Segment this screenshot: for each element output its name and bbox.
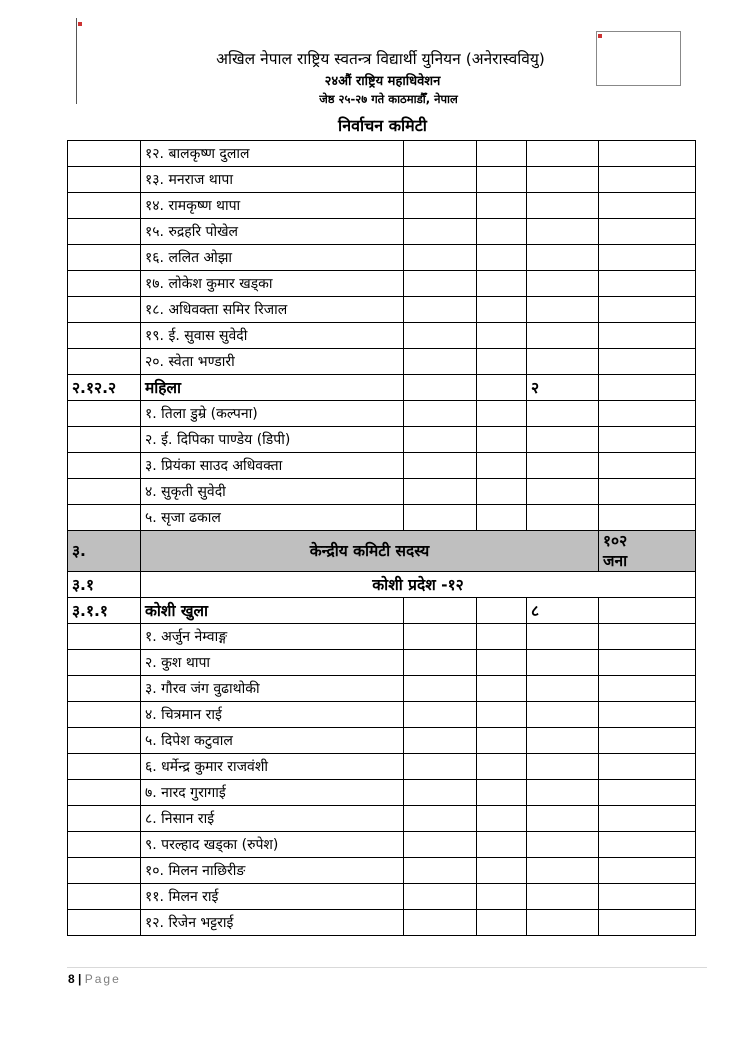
row-number	[68, 676, 141, 702]
seat-count	[527, 505, 599, 531]
empty-cell	[599, 245, 696, 271]
member-row	[68, 349, 696, 375]
seat-count	[527, 479, 599, 505]
seat-count	[527, 702, 599, 728]
empty-cell	[599, 167, 696, 193]
footer-divider	[67, 967, 707, 968]
empty-cell	[477, 624, 527, 650]
empty-cell	[599, 323, 696, 349]
empty-cell	[477, 167, 527, 193]
category-row	[68, 598, 696, 624]
empty-cell	[599, 728, 696, 754]
empty-cell	[599, 271, 696, 297]
empty-cell	[477, 858, 527, 884]
member-row	[68, 832, 696, 858]
member-row	[68, 141, 696, 167]
seat-count	[527, 728, 599, 754]
empty-cell	[477, 401, 527, 427]
seat-count	[527, 245, 599, 271]
empty-cell	[404, 271, 477, 297]
seat-count	[527, 780, 599, 806]
row-number	[68, 702, 141, 728]
row-number	[68, 806, 141, 832]
seat-count	[527, 401, 599, 427]
seat-count	[527, 141, 599, 167]
member-row	[68, 271, 696, 297]
row-number	[68, 271, 141, 297]
seat-count	[527, 427, 599, 453]
member-name: १२. रिजेन भट्टराई	[141, 910, 404, 936]
empty-cell	[404, 598, 477, 624]
row-number	[68, 832, 141, 858]
page-title: निर्वाचन कमिटी	[338, 116, 427, 135]
member-row	[68, 427, 696, 453]
member-name: १. तिला डुम्रे (कल्पना)	[141, 401, 404, 427]
empty-cell	[477, 219, 527, 245]
seat-count	[527, 754, 599, 780]
seat-count	[527, 167, 599, 193]
member-name: १२. बालकृष्ण दुलाल	[141, 141, 404, 167]
empty-cell	[404, 754, 477, 780]
seat-count: ८	[527, 598, 599, 624]
row-number	[68, 349, 141, 375]
member-name: १. अर्जुन नेम्वाङ्ग	[141, 624, 404, 650]
member-row	[68, 297, 696, 323]
section-count	[599, 531, 696, 572]
seat-count	[527, 884, 599, 910]
member-name: ५. दिपेश कटुवाल	[141, 728, 404, 754]
empty-cell	[477, 323, 527, 349]
empty-cell	[477, 245, 527, 271]
empty-cell	[404, 167, 477, 193]
member-row	[68, 479, 696, 505]
member-row	[68, 193, 696, 219]
seat-count	[527, 858, 599, 884]
empty-cell	[404, 910, 477, 936]
empty-cell	[599, 780, 696, 806]
empty-cell	[404, 375, 477, 401]
member-name: २०. स्वेता भण्डारी	[141, 349, 404, 375]
empty-cell	[477, 479, 527, 505]
empty-cell	[404, 141, 477, 167]
empty-cell	[599, 650, 696, 676]
seat-count	[527, 349, 599, 375]
empty-cell	[599, 427, 696, 453]
member-row	[68, 858, 696, 884]
member-row	[68, 323, 696, 349]
member-row	[68, 884, 696, 910]
member-name: ९. परल्हाद खड्का (रुपेश)	[141, 832, 404, 858]
empty-cell	[404, 728, 477, 754]
row-number	[68, 624, 141, 650]
empty-cell	[599, 754, 696, 780]
member-row	[68, 245, 696, 271]
category-row	[68, 375, 696, 401]
member-name: २. कुश थापा	[141, 650, 404, 676]
empty-cell	[599, 401, 696, 427]
empty-cell	[477, 650, 527, 676]
row-number	[68, 479, 141, 505]
member-name: ३. गौरव जंग वुढाथोकी	[141, 676, 404, 702]
empty-cell	[477, 884, 527, 910]
seat-count: २	[527, 375, 599, 401]
member-row	[68, 806, 696, 832]
empty-cell	[404, 219, 477, 245]
empty-cell	[477, 806, 527, 832]
seat-count	[527, 650, 599, 676]
section-count-unit: जना	[603, 552, 628, 570]
convention-date: जेष्ठ २५-२७ गते काठमाडौँ, नेपाल	[319, 92, 458, 106]
row-number	[68, 323, 141, 349]
member-name: १०. मिलन नाछिरीङ	[141, 858, 404, 884]
empty-cell	[404, 780, 477, 806]
row-number	[68, 245, 141, 271]
empty-cell	[477, 271, 527, 297]
empty-cell	[477, 832, 527, 858]
seat-count	[527, 624, 599, 650]
section-row	[68, 531, 696, 572]
member-name: ६. धर्मेन्द्र कुमार राजवंशी	[141, 754, 404, 780]
row-number	[68, 427, 141, 453]
row-number	[68, 780, 141, 806]
empty-cell	[477, 754, 527, 780]
row-number	[68, 728, 141, 754]
empty-cell	[477, 676, 527, 702]
empty-cell	[477, 193, 527, 219]
member-row	[68, 505, 696, 531]
member-row	[68, 910, 696, 936]
member-row	[68, 624, 696, 650]
member-name: ४. चित्रमान राई	[141, 702, 404, 728]
empty-cell	[599, 505, 696, 531]
empty-cell	[599, 193, 696, 219]
row-number	[68, 401, 141, 427]
empty-cell	[477, 453, 527, 479]
empty-cell	[404, 297, 477, 323]
empty-cell	[404, 453, 477, 479]
row-number: २.१२.२	[68, 375, 141, 401]
empty-cell	[599, 598, 696, 624]
empty-cell	[599, 479, 696, 505]
empty-cell	[599, 832, 696, 858]
row-number	[68, 910, 141, 936]
member-row	[68, 219, 696, 245]
member-name: १९. ई. सुवास सुवेदी	[141, 323, 404, 349]
member-row	[68, 728, 696, 754]
member-row	[68, 167, 696, 193]
member-name: ८. निसान राई	[141, 806, 404, 832]
row-number	[68, 453, 141, 479]
broken-image-icon	[598, 34, 602, 38]
seat-count	[527, 219, 599, 245]
empty-cell	[404, 884, 477, 910]
member-name: ३. प्रियंका साउद अधिवक्ता	[141, 453, 404, 479]
member-row	[68, 676, 696, 702]
section-number: ३.	[68, 531, 141, 572]
member-name: ११. मिलन राई	[141, 884, 404, 910]
member-row	[68, 401, 696, 427]
row-number	[68, 754, 141, 780]
member-name: ५. सृजा ढकाल	[141, 505, 404, 531]
empty-cell	[404, 624, 477, 650]
empty-cell	[404, 505, 477, 531]
empty-cell	[404, 245, 477, 271]
empty-cell	[404, 349, 477, 375]
empty-cell	[404, 323, 477, 349]
province-row	[68, 572, 696, 598]
member-row	[68, 650, 696, 676]
member-name: १७. लोकेश कुमार खड्का	[141, 271, 404, 297]
page-footer	[68, 972, 121, 986]
member-name: १४. रामकृष्ण थापा	[141, 193, 404, 219]
member-table	[67, 140, 696, 936]
row-number	[68, 297, 141, 323]
member-name: १५. रुद्रहरि पोखेल	[141, 219, 404, 245]
seat-count	[527, 193, 599, 219]
member-name: १८. अधिवक्ता समिर रिजाल	[141, 297, 404, 323]
seat-count	[527, 297, 599, 323]
seat-count	[527, 323, 599, 349]
seat-count	[527, 676, 599, 702]
empty-cell	[599, 349, 696, 375]
footer-separator: |	[78, 972, 82, 986]
empty-cell	[477, 427, 527, 453]
empty-cell	[599, 910, 696, 936]
row-number	[68, 505, 141, 531]
member-name: महिला	[141, 375, 404, 401]
member-name: २. ई. दिपिका पाण्डेय (डिपी)	[141, 427, 404, 453]
seat-count	[527, 910, 599, 936]
empty-cell	[477, 297, 527, 323]
row-number	[68, 858, 141, 884]
page-number: 8	[68, 972, 75, 986]
seat-count	[527, 806, 599, 832]
section-title: केन्द्रीय कमिटी सदस्य	[141, 531, 599, 572]
empty-cell	[477, 780, 527, 806]
empty-cell	[477, 598, 527, 624]
empty-cell	[404, 479, 477, 505]
empty-cell	[477, 505, 527, 531]
empty-cell	[599, 141, 696, 167]
empty-cell	[404, 650, 477, 676]
member-name: १६. ललित ओझा	[141, 245, 404, 271]
empty-cell	[404, 858, 477, 884]
org-name: अखिल नेपाल राष्ट्रिय स्वतन्त्र विद्यार्थी युनियन (अनेरास्ववियु)	[216, 50, 545, 68]
member-name: कोशी खुला	[141, 598, 404, 624]
row-number	[68, 650, 141, 676]
empty-cell	[404, 193, 477, 219]
member-row	[68, 780, 696, 806]
empty-cell	[599, 375, 696, 401]
empty-cell	[404, 427, 477, 453]
row-number	[68, 167, 141, 193]
empty-cell	[477, 141, 527, 167]
member-name: १३. मनराज थापा	[141, 167, 404, 193]
seat-count	[527, 453, 599, 479]
empty-cell	[477, 702, 527, 728]
empty-cell	[599, 702, 696, 728]
empty-cell	[404, 806, 477, 832]
seat-count	[527, 832, 599, 858]
empty-cell	[599, 219, 696, 245]
empty-cell	[599, 297, 696, 323]
province-number: ३.१	[68, 572, 141, 598]
member-row	[68, 453, 696, 479]
empty-cell	[477, 375, 527, 401]
broken-image-icon	[78, 22, 82, 26]
section-count-value: १०२	[603, 532, 628, 550]
empty-cell	[599, 858, 696, 884]
empty-cell	[404, 702, 477, 728]
empty-cell	[599, 806, 696, 832]
empty-cell	[599, 453, 696, 479]
empty-cell	[404, 832, 477, 858]
member-row	[68, 754, 696, 780]
row-number	[68, 141, 141, 167]
empty-cell	[404, 676, 477, 702]
empty-cell	[477, 910, 527, 936]
empty-cell	[599, 884, 696, 910]
empty-cell	[477, 349, 527, 375]
seat-count	[527, 271, 599, 297]
row-number	[68, 193, 141, 219]
empty-cell	[477, 728, 527, 754]
row-number	[68, 219, 141, 245]
member-name: ४. सुकृती सुवेदी	[141, 479, 404, 505]
empty-cell	[599, 676, 696, 702]
member-name: ७. नारद गुरागाई	[141, 780, 404, 806]
empty-cell	[404, 401, 477, 427]
convention-name: २४औं राष्ट्रिय महाधिवेशन	[324, 74, 441, 89]
row-number	[68, 884, 141, 910]
row-number: ३.१.१	[68, 598, 141, 624]
empty-cell	[599, 624, 696, 650]
page-label: Page	[84, 972, 121, 986]
province-title: कोशी प्रदेश -१२	[141, 572, 696, 598]
member-row	[68, 702, 696, 728]
